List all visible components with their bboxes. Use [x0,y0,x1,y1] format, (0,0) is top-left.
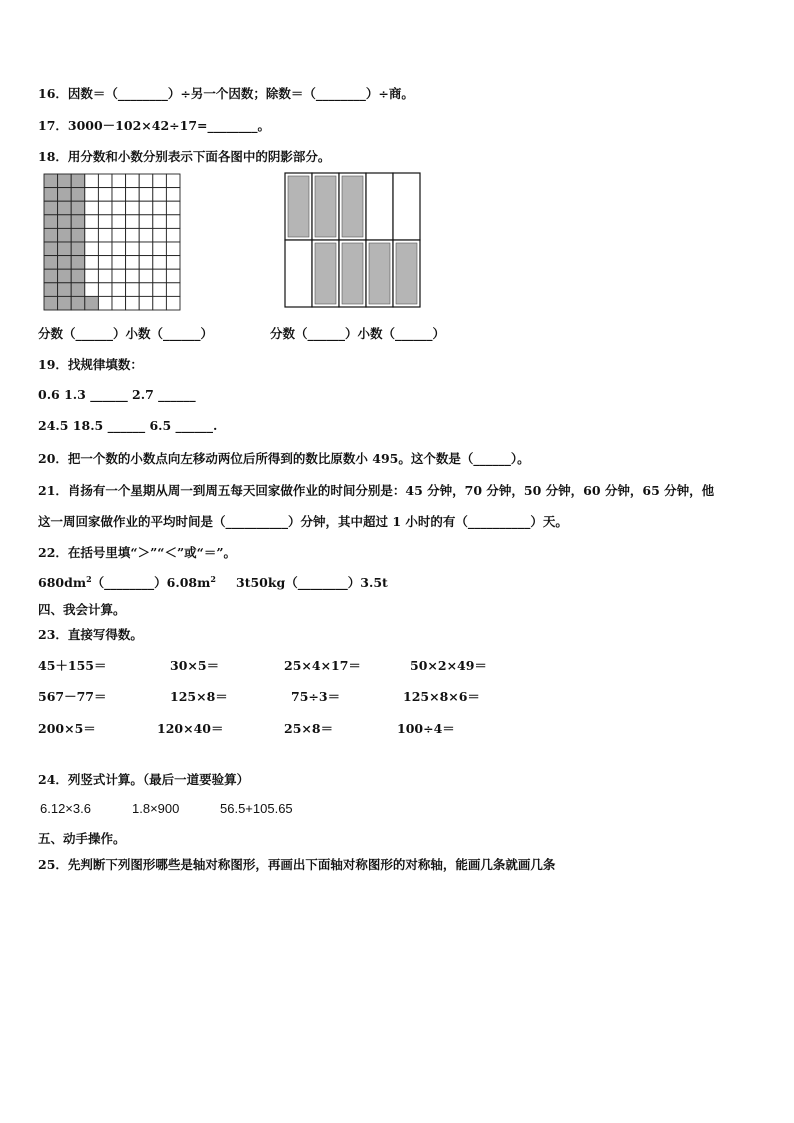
grid-cell [126,296,140,310]
question-25: 25．先判断下列图形哪些是轴对称图形，再画出下面轴对称图形的对称轴，能画几条就画几条 [38,857,556,872]
grid-cell [85,174,99,188]
q22-compare-b: 3t50kg（________）3.5t [236,575,388,590]
grid-cell [153,188,167,202]
q23-item: 25×4×17＝ [284,658,361,673]
grid-cell [139,242,153,256]
q19-sequence-a: 0.6 1.3 ______ 2.7 ______ [38,387,196,402]
question-20: 20．把一个数的小数点向左移动两位后所得到的数比原数小 495。这个数是（______）。 [38,451,530,466]
grid-cell-shaded [58,283,72,297]
bar-cell [393,173,420,240]
q23-item: 100÷4＝ [397,721,455,736]
q23-item: 567－77＝ [38,689,107,704]
grid-cell [98,296,112,310]
grid-cell [166,256,180,270]
grid-cell-shaded [44,296,58,310]
grid-cell-shaded [58,256,72,270]
grid-cell [166,228,180,242]
grid-cell [139,269,153,283]
grid-cell-shaded [58,228,72,242]
q23-item: 25×8＝ [284,721,334,736]
q22-a-exponent: 2 [86,573,92,584]
bar-cell-shaded [342,243,363,304]
grid-cell [85,283,99,297]
grid-cell-shaded [44,188,58,202]
bar-cell [366,173,393,240]
grid-cell [166,188,180,202]
q22-compare-a [38,573,216,591]
grid-cell [85,256,99,270]
grid-cell [153,283,167,297]
question-21-line-1: 21．肖扬有一个星期从周一到周五每天回家做作业的时间分别是：45 分钟，70 分钟，50 分钟，60 分钟，65 分钟，他 [38,483,715,498]
q18-caption-right: 分数（______）小数（______） [270,326,446,341]
grid-cell [112,228,126,242]
grid-cell [98,188,112,202]
grid-cell [139,174,153,188]
grid-cell [166,242,180,256]
grid-cell-shaded [71,296,85,310]
grid-cell [126,242,140,256]
question-24: 24．列竖式计算。（最后一道要验算） [38,772,250,787]
grid-cell-shaded [58,242,72,256]
bar-cell-shaded [288,176,309,237]
grid-cell-shaded [71,215,85,229]
grid-cell [139,283,153,297]
grid-cell [153,215,167,229]
grid-cell [139,188,153,202]
grid-cell [112,283,126,297]
grid-cell [112,242,126,256]
grid-cell-shaded [44,283,58,297]
grid-cell [126,188,140,202]
grid-cell [166,215,180,229]
grid-cell-shaded [58,215,72,229]
grid-cell [139,201,153,215]
q22-a-left: 680dm [38,575,87,590]
grid-cell-shaded [58,269,72,283]
grid-cell-shaded [44,256,58,270]
grid-cell [85,188,99,202]
q23-item: 125×8×6＝ [403,689,480,704]
grid-cell-shaded [71,256,85,270]
grid-cell [139,256,153,270]
question-21-line-2: 这一周回家做作业的平均时间是（__________）分钟，其中超过 1 小时的有（__________）天。 [38,514,568,529]
q23-item: 120×40＝ [157,721,224,736]
section-4-heading: 四、我会计算。 [38,602,126,617]
grid-cell [126,174,140,188]
q24-item-3: 56.5+105.65 [220,801,293,816]
q22-a-exponent-2: 2 [210,573,216,584]
grid-cell-shaded [71,174,85,188]
grid-cell [85,201,99,215]
question-16: 16．因数＝（________）÷另一个因数；除数＝（________）÷商。 [38,86,414,101]
grid-cell [112,215,126,229]
q19-sequence-b: 24.5 18.5 ______ 6.5 ______. [38,418,218,433]
grid-cell [139,296,153,310]
grid-cell [166,174,180,188]
grid-cell [153,269,167,283]
grid-cell-shaded [44,242,58,256]
grid-cell [126,269,140,283]
grid-cell [85,228,99,242]
grid-cell [166,296,180,310]
grid-cell [98,269,112,283]
grid-cell [166,201,180,215]
question-17: 17．3000－102×42÷17=________。 [38,118,270,133]
grid-cell-shaded [58,296,72,310]
grid-cell [98,256,112,270]
grid-cell [153,296,167,310]
grid-cell [112,188,126,202]
grid-cell-shaded [44,215,58,229]
grid-cell [98,228,112,242]
grid-cell [85,269,99,283]
bar-cell-shaded [315,243,336,304]
grid-cell [126,283,140,297]
rectangle-bars-figure [284,172,421,309]
grid-cell-shaded [58,174,72,188]
grid-cell [98,201,112,215]
grid-cell [153,228,167,242]
grid-cell-shaded [58,201,72,215]
q23-item: 45＋155＝ [38,658,107,673]
q24-item-2: 1.8×900 [132,801,180,816]
grid-cell [112,174,126,188]
question-22: 22．在括号里填“＞”“＜”或“＝”。 [38,545,237,560]
grid-cell [139,215,153,229]
grid-cell-shaded [71,283,85,297]
grid-cell-shaded [85,296,99,310]
section-5-heading: 五、动手操作。 [38,831,126,846]
grid-cell-shaded [44,228,58,242]
bar-cell-shaded [315,176,336,237]
grid-cell-shaded [71,201,85,215]
q23-item: 50×2×49＝ [410,658,487,673]
question-18: 18．用分数和小数分别表示下面各图中的阴影部分。 [38,149,331,164]
bar-cell-shaded [342,176,363,237]
bar-cell-shaded [369,243,390,304]
hundred-grid-figure [43,173,181,311]
grid-cell [126,201,140,215]
grid-cell [139,228,153,242]
grid-cell [112,296,126,310]
grid-cell [98,283,112,297]
bar-cell-shaded [396,243,417,304]
grid-cell [153,174,167,188]
grid-cell [166,283,180,297]
grid-cell [98,215,112,229]
grid-cell-shaded [71,269,85,283]
q24-item-1: 6.12×3.6 [40,801,91,816]
grid-cell [85,242,99,256]
grid-cell-shaded [71,188,85,202]
grid-cell [126,228,140,242]
q23-item: 75÷3＝ [291,689,341,704]
question-19: 19．找规律填数： [38,357,143,372]
grid-cell-shaded [58,188,72,202]
grid-cell [153,256,167,270]
grid-cell-shaded [44,201,58,215]
grid-cell-shaded [44,269,58,283]
grid-cell [112,269,126,283]
grid-cell [153,242,167,256]
grid-cell [126,256,140,270]
grid-cell-shaded [71,242,85,256]
q23-item: 125×8＝ [170,689,228,704]
grid-cell [98,174,112,188]
grid-cell-shaded [44,174,58,188]
grid-cell-shaded [71,228,85,242]
q23-item: 200×5＝ [38,721,96,736]
grid-cell [112,256,126,270]
grid-cell [85,215,99,229]
grid-cell [153,201,167,215]
bar-cell [285,240,312,307]
grid-cell [112,201,126,215]
grid-cell [98,242,112,256]
q18-caption-left: 分数（______）小数（______） [38,326,214,341]
grid-cell [166,269,180,283]
grid-cell [126,215,140,229]
q22-a-right: （________）6.08m [91,575,211,590]
q23-item: 30×5＝ [170,658,220,673]
question-23: 23．直接写得数。 [38,627,143,642]
